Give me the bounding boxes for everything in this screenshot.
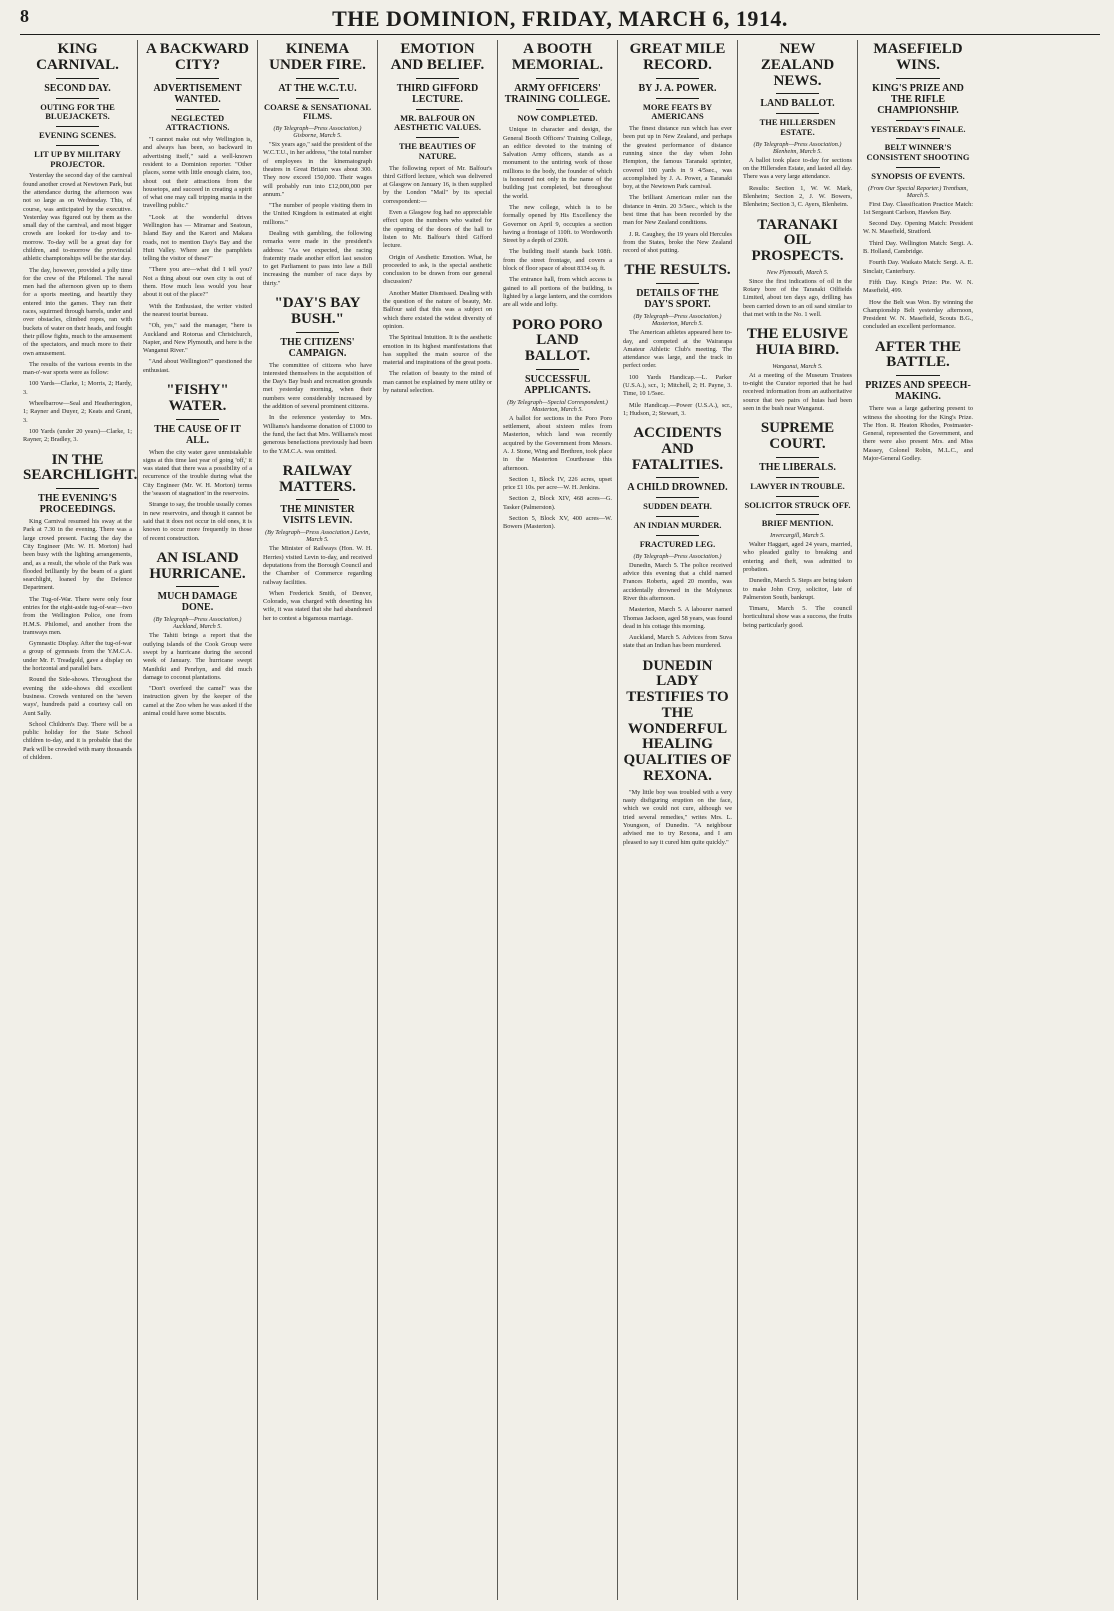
- article: [863, 340, 973, 464]
- divider: [776, 457, 820, 458]
- headline: GREAT MILE RECORD.: [629, 41, 726, 73]
- article: [623, 263, 732, 418]
- body-paragraph: Strange to say, the trouble usually comes in new reservoirs, and though it cannot be said that it does not occur in old ones, it is known to occur more frequently in those of recent construction.: [143, 501, 252, 542]
- article: [743, 421, 852, 630]
- divider: [176, 109, 220, 110]
- body-paragraph: "And about Wellington?" questioned the enthusiast.: [143, 358, 252, 374]
- body-paragraph: The following report of Mr. Balfour's third Gifford lecture, which was delivered at Glasgow on January 16, is then supplied by the London "Mail" by its special correspondent:—: [383, 164, 492, 205]
- headline: IN THE SEARCHLIGHT.: [23, 451, 138, 484]
- body-paragraph: Since the first indications of oil in the Rotary bore of the Taranaki Oilfields Limited, about ten days ago, drilling has been carried down to an oil sand similar to that met with in the No. 1 well.: [743, 277, 852, 318]
- dateline: (By Telegraph—Press Association.) Levin, March 5.: [265, 529, 370, 544]
- dateline: (By Telegraph—Special Correspondent.) Masterton, March 5.: [507, 398, 608, 413]
- subheading: BRIEF MENTION.: [761, 518, 834, 529]
- headline: KING CARNIVAL.: [36, 41, 119, 73]
- subheading: A CHILD DROWNED.: [627, 482, 728, 494]
- body-paragraph: "Oh, yes," said the manager, "here is Auckland and Rotorua and Christchurch, Napier, and New Plymouth, and here is the Wanganui River.": [143, 322, 252, 355]
- body-paragraph: Wheelbarrow—Seal and Heatherington, 1; Rayner and Duyer, 2; Keats and Grant, 3.: [23, 400, 132, 424]
- body-paragraph: The relation of beauty to the mind of man cannot be explained by mere utility or by natural selection.: [383, 370, 492, 394]
- body-paragraph: First Day. Classification Practice Match: 1st Sergeant Carlson, Hawkes Bay.: [863, 200, 973, 216]
- divider: [536, 78, 580, 79]
- divider: [896, 375, 940, 376]
- body-paragraph: Section 2, Block XIV, 468 acres—G. Tasker (Palmerston).: [503, 495, 612, 511]
- newspaper-title: THE DOMINION, FRIDAY, MARCH 6, 1914.: [332, 6, 788, 31]
- body-paragraph: Section 1, Block IV, 226 acres, upset price £1 10s. per acre—W. H. Jenkins.: [503, 475, 612, 492]
- body-paragraph: The Tahiti brings a report that the outlying islands of the Cook Group were swept by a hurricane during the second week of January. The hurricane swept Manihiki and Penrhyn, and did much damage to coconut plantations.: [143, 632, 252, 681]
- divider: [656, 516, 700, 517]
- subheading: THE LIBERALS.: [759, 461, 836, 473]
- subheading: SYNOPSIS OF EVENTS.: [871, 170, 965, 181]
- body-paragraph: 100 Yards—Clarke, 1; Morris, 2; Hardy, 3.: [23, 380, 132, 396]
- subheading: NEGLECTED ATTRACTIONS.: [165, 112, 230, 133]
- subheading: MORE FEATS BY AMERICANS: [642, 101, 713, 122]
- body-paragraph: "There you are—what did I tell you? Not a thing about our own city is out of them. How much less would you hear about it out of the place?": [143, 266, 252, 299]
- body-paragraph: "Six years ago," said the president of the W.C.T.U., in her address, "the total number of employees in the kinematograph theatres in Great Britain was about 300. They now exceed 150,000. Their wages will probably run into £12,000,000 per annum.": [263, 141, 372, 198]
- divider: [776, 496, 820, 497]
- body-paragraph: The results of the various events in the man-o'-war sports were as follow:: [23, 360, 132, 377]
- headline: "FISHY" WATER.: [166, 382, 229, 414]
- divider: [896, 138, 940, 139]
- column-2: [138, 40, 258, 1600]
- headline: PORO PORO LAND BALLOT.: [512, 316, 603, 364]
- article: [23, 42, 132, 445]
- subheading: COARSE & SENSATIONAL FILMS.: [263, 101, 372, 122]
- body-paragraph: Fifth Day. King's Prize: Pte. W. N. Masefield, 499.: [863, 278, 973, 295]
- body-paragraph: The Minister of Railways (Hon. W. H. Herries) visited Levin to-day, and received deputations from the Borough Council and the Chamber of Commerce regarding railway facilities.: [263, 545, 372, 586]
- dateline: Wanganui, March 5.: [772, 362, 823, 370]
- body-paragraph: 100 Yards (under 20 years)—Clarke, 1; Rayner, 2; Bradley, 3.: [23, 427, 132, 444]
- column-3: [258, 40, 378, 1600]
- body-paragraph: When Frederick Smith, of Denver, Colorado, was charged with deserting his wife, it was stated that she had abandoned her to contest a bigamous marriage.: [263, 589, 372, 622]
- headline: THE ELUSIVE HUIA BIRD.: [746, 326, 849, 359]
- subheading: THIRD GIFFORD LECTURE.: [396, 82, 479, 105]
- body-paragraph: Gymnastic Display. After the tug-of-war a group of gymnasts from the Y.M.C.A. under Mr. F. Treadgold, gave a display on the horizontal and parallel bars.: [23, 640, 132, 673]
- body-paragraph: J. R. Caughey, the 19 years old Hercules from the States, broke the New Zealand record of shot putting.: [623, 230, 732, 255]
- article: [503, 42, 612, 310]
- subheading: SUCCESSFUL APPLICANTS.: [524, 373, 591, 396]
- subheading: FRACTURED LEG.: [639, 538, 716, 549]
- subheading: SUDDEN DEATH.: [643, 501, 712, 512]
- body-paragraph: Results: Section 1, W. W. Mark, Blenheim; Section 2, J. W. Bowers, Blenheim; Section 3, C. Ayers, Blenheim.: [743, 184, 852, 209]
- subheading: ADVERTISEMENT WANTED.: [153, 82, 242, 105]
- article: [143, 383, 252, 543]
- divider: [176, 78, 220, 79]
- article: [623, 42, 732, 255]
- divider: [176, 419, 220, 420]
- article: [143, 551, 252, 718]
- headline: RAILWAY MATTERS.: [279, 462, 356, 495]
- dateline: (From Our Special Reporter.) Trentham, March 5.: [868, 184, 968, 199]
- headline: SUPREME COURT.: [760, 420, 835, 453]
- divider: [656, 535, 700, 536]
- body-paragraph: The Spiritual Intuition. It is the aesthetic emotion in its highest manifestations that has supplied the main source of the material and inspirations of the great poets.: [383, 334, 492, 367]
- body-paragraph: Third Day. Wellington Match: Sergt. A. B. Holland, Cambridge.: [863, 239, 973, 256]
- divider: [416, 78, 460, 79]
- subheading: DETAILS OF THE DAY'S SPORT.: [636, 288, 719, 311]
- divider: [296, 332, 340, 333]
- divider: [656, 497, 700, 498]
- dateline: (By Telegraph—Press Association.) Auckland, March 5.: [153, 616, 242, 631]
- divider: [536, 109, 580, 110]
- headline: NEW ZEALAND NEWS.: [760, 41, 835, 89]
- headline: KINEMA UNDER FIRE.: [269, 41, 366, 73]
- subheading: LAWYER IN TROUBLE.: [750, 480, 845, 491]
- divider: [656, 477, 700, 478]
- divider: [896, 78, 940, 79]
- body-paragraph: A ballot took place to-day for sections on the Hillersden Estate, and lasted all day. There was a very large attendance.: [743, 156, 852, 181]
- article: [23, 451, 138, 763]
- divider: [776, 113, 820, 114]
- subheading: LAND BALLOT.: [760, 98, 835, 110]
- body-paragraph: Yesterday the second day of the carnival found another crowd at Newtown Park, but the attendance during the afternoon was not so large as on Wednesday. This, of course, was anticipated by the executive. Yesterday was figured out by them as the small day of the carnival, and most bigger crowds are looked for to-day and to-morrow. To-day will be a great day for children, and to-morrow the provincial athletic championships will be the star day.: [23, 172, 132, 263]
- headline: DUNEDIN LADY TESTIFIES TO THE WONDERFUL HEALING QUALITIES OF REXONA.: [623, 657, 732, 784]
- body-paragraph: At a meeting of the Museum Trustees to-night the Curator reported that he had received information from an authoritative source that two pairs of huias had been seen in the bush near Wanganui.: [743, 371, 852, 412]
- body-paragraph: In the reference yesterday to Mrs. Williams's handsome donation of £1000 to the fund, the fact that Mrs. Williams's most generous benefactions previously had been to the Y.M.C.A. was omitted.: [263, 414, 372, 455]
- body-paragraph: Fourth Day. Waikato Match: Sergt. A. E. Sinclair, Canterbury.: [863, 259, 973, 275]
- article: [263, 296, 372, 456]
- body-paragraph: The building itself stands back 108ft. from the street frontage, and covers a block of floor space of about 8334 sq. ft.: [503, 248, 612, 273]
- subheading: EVENING SCENES.: [39, 130, 116, 141]
- divider: [296, 78, 340, 79]
- body-paragraph: Mile Handicap.—Power (U.S.A.), scr., 1; Hudson, 2; Stewart, 3.: [623, 401, 732, 417]
- subheading: BY J. A. POWER.: [638, 82, 717, 94]
- body-paragraph: The new college, which is to be formally opened by His Excellency the Governor on April 9, occupies a section having a frontage of 110ft. to Wordsworth Street by a depth of 230ft.: [503, 203, 612, 245]
- divider: [896, 167, 940, 168]
- body-paragraph: School Children's Day. There will be a public holiday for the State School children to-day, and it is probable that the Park will be crowded with many thousands of children.: [23, 720, 132, 762]
- body-paragraph: Timaru, March 5. The council horticultural show was a success, the fruits being particularly good.: [743, 605, 852, 629]
- subheading: THE CAUSE OF IT ALL.: [154, 423, 241, 446]
- body-paragraph: There was a large gathering present to witness the shooting for the King's Prize. The Hon. R. Heaton Rhodes, Postmaster-General, represented the Government, and there were also present Mrs. and Miss Massey, Colonel Robin, M.L.C., and Major-General Godley.: [863, 405, 973, 462]
- subheading: MUCH DAMAGE DONE.: [157, 591, 238, 614]
- divider: [296, 499, 340, 500]
- headline: TARANAKI OIL PROSPECTS.: [751, 216, 844, 265]
- divider: [56, 488, 100, 489]
- page-number: 8: [20, 6, 29, 26]
- body-paragraph: The day, however, provided a jolly time for the crew of the Philomel. The naval men had the afternoon given up to them for a sports meeting, and heartily they entered into the games. They ran their races, squirmed through barrels, under and over obstacles, climbed ropes, ran with buckets of water on their heads, and fought their pillow fights, much to the amusement of the spectators, and much more to their own amusement.: [23, 266, 132, 357]
- subheading: THE MINISTER VISITS LEVIN.: [280, 504, 355, 527]
- body-paragraph: The committee of citizens who have interested themselves in the acquisition of the Day's Bay bush and recreation grounds met yesterday morning, when their numbers were considerably increased by the addition of several prominent citizens.: [263, 361, 372, 411]
- body-paragraph: "Don't overfeed the camel" was the instruction given by the keeper of the camel at the Zoo when he was asked if the animal could have some biscuits.: [143, 685, 252, 717]
- column-5: [498, 40, 618, 1600]
- article: [623, 659, 732, 847]
- headline: MASEFIELD WINS.: [873, 41, 963, 73]
- subheading: OUTING FOR THE BLUEJACKETS.: [40, 101, 115, 122]
- headline: EMOTION AND BELIEF.: [390, 41, 485, 73]
- body-paragraph: The entrance hall, from which access is gained to all portions of the building, is lighted by a large lantern, and the corridors are all wide and lofty.: [503, 276, 612, 309]
- body-paragraph: Dunedin, March 5. The police received advice this evening that a child named Frances Roberts, aged 20 months, was accidentally drowned in the Molyneux River this afternoon.: [623, 561, 732, 602]
- body-paragraph: Section 5, Block XV, 400 acres—W. Bowers (Masterton).: [503, 515, 612, 531]
- subheading: NOW COMPLETED.: [517, 112, 598, 123]
- dateline: (By Telegraph—Press Association.) Masterton, March 5.: [633, 313, 722, 328]
- subheading: SECOND DAY.: [44, 82, 111, 94]
- headline: ACCIDENTS AND FATALITIES.: [631, 425, 724, 473]
- dateline: (By Telegraph—Press Association.): [633, 552, 722, 560]
- body-paragraph: The finest distance run which has ever been put up in New Zealand, and perhaps the greatest performance of distance running since the day when John Hempton, the famous Taranaki sprinter, covered 100 yards in 9 4/5sec., was accomplished by J. A. Power, a Taranaki boy, at the Newtown Park carnival.: [623, 125, 732, 191]
- headline: THE RESULTS.: [624, 262, 731, 279]
- divider: [656, 78, 700, 79]
- body-paragraph: Unique in character and design, the General Booth Officers' Training College, an edifice devoted to the training of Salvation Army officers, stands as a monument to the untiring work of those millions to the body, the founder of which is honoured not only in the name of the building just completed, but throughout the world.: [503, 126, 612, 200]
- divider: [536, 369, 580, 370]
- column-4: [378, 40, 498, 1600]
- article: [503, 318, 612, 532]
- body-paragraph: "I cannot make out why Wellington is, and always has been, so backward in advertising itself," said a well-known resident to a Dominion reporter. "Other places, some with little enough claim, too, shout out their attractions from the housetops, and succeed in creating a spirit of what one may call tripping mania in the travelling public.": [143, 136, 252, 210]
- body-paragraph: "The number of people visiting them in the United Kingdom is estimated at eight millions.": [263, 202, 372, 226]
- divider: [776, 93, 820, 94]
- body-paragraph: Walter Haggart, aged 24 years, married, who pleaded guilty to breaking and entering and theft, was admitted to probation.: [743, 541, 852, 573]
- body-paragraph: "Look at the wonderful drives Wellington has — Miramar and Seatoun, Island Bay and the Karori and Makara roads, not to mention Day's Bay and the Hutt Valley. Where are the pamphlets telling the visitor of these?": [143, 213, 252, 263]
- subheading: ARMY OFFICERS' TRAINING COLLEGE.: [504, 82, 611, 105]
- dateline: (By Telegraph—Press Association.) Blenheim, March 5.: [753, 140, 842, 155]
- divider: [776, 514, 820, 515]
- article: [743, 327, 852, 413]
- headline: AFTER THE BATTLE.: [875, 338, 961, 371]
- subheading: SOLICITOR STRUCK OFF.: [744, 499, 851, 510]
- subheading: PRIZES AND SPEECH-MAKING.: [865, 380, 971, 403]
- column-8: [858, 40, 978, 1600]
- subheading: THE BEAUTIES OF NATURE.: [399, 141, 476, 161]
- dateline: New Plymouth, March 5.: [766, 268, 829, 276]
- body-paragraph: The American athletes appeared here to-day, and competed at the Wairarapa Amateur Athletic Club's meeting. The attendance was large, and the track in perfect order.: [623, 329, 732, 370]
- article: [863, 42, 973, 332]
- body-paragraph: Dunedin, March 5. Steps are being taken to make John Croy, solicitor, late of Palmerston South, bankrupt.: [743, 577, 852, 601]
- body-paragraph: A ballot for sections in the Poro Poro settlement, about sixteen miles from Masterton, which land was recently acquired by the Government from Messrs. A. J. Stone, Wing and Brethren, took place in the Masterton Courthouse this afternoon.: [503, 414, 612, 472]
- divider: [776, 477, 820, 478]
- body-paragraph: Masterton, March 5. A labourer named Thomas Jackson, aged 58 years, was found dead in his cottage this morning.: [623, 606, 732, 630]
- headline: "DAY'S BAY BUSH.": [274, 295, 361, 327]
- divider: [656, 283, 700, 284]
- body-paragraph: Round the Side-shows. Throughout the evening the side-shows did excellent business. Crowds ventured on the 'seven ways', hundreds paid a courtesy call on Aunt Sally.: [23, 676, 132, 717]
- column-6: [618, 40, 738, 1600]
- body-paragraph: When the city water gave unmistakable signs at this time last year of going 'off,' it was stated that there was a possibility of a recurrence of the trouble during what the City Engineer (Mr. W. H. Morton) terms the 'season of stagnation' in the reservoirs.: [143, 448, 252, 498]
- body-paragraph: "My little boy was troubled with a very nasty disfiguring eruption on the face, which we could not cure, although we tried several remedies," writes Mrs. L. Youngson, of Dunedin. "A neighbour advised me to try Rexona, and I am pleased to say it cured him quite quickly.": [623, 788, 732, 846]
- headline: A BOOTH MEMORIAL.: [511, 41, 604, 73]
- divider: [296, 98, 340, 99]
- masthead: [20, 6, 1100, 35]
- columns-container: [18, 40, 1102, 1600]
- article: [743, 42, 852, 210]
- subheading: AN INDIAN MURDER.: [633, 520, 722, 531]
- dateline: Invercargill, March 5.: [770, 532, 825, 540]
- subheading: THE HILLERSDEN ESTATE.: [759, 117, 836, 138]
- body-paragraph: The Tug-of-War. There were only four entries for the eight-aside tug-of-war—two from the Wellington Police, one from H.M.S. Philomel, and another from the tramways men.: [23, 595, 132, 636]
- body-paragraph: Even a Glasgow fog had no appreciable effect upon the numbers who waited for the opening of the doors of the hall to listen to Mr. Balfour's third Gifford lecture.: [383, 209, 492, 250]
- subheading: AT THE W.C.T.U.: [278, 82, 357, 94]
- body-paragraph: Dealing with gambling, the following remarks were made in the president's address: "As we expected, the racing fraternity made another effort last session to get Parliament to pass into law a Bill increasing the number of race days by thirty.": [263, 230, 372, 287]
- subheading: YESTERDAY'S FINALE.: [870, 123, 966, 134]
- divider: [56, 78, 100, 79]
- column-1: [18, 40, 138, 1600]
- subheading: MR. BALFOUR ON AESTHETIC VALUES.: [393, 112, 482, 133]
- body-paragraph: Second Day. Opening Match: President W. N. Masefield, Stratford.: [863, 220, 973, 236]
- subheading: KING'S PRIZE AND THE RIFLE CHAMPIONSHIP.: [872, 82, 964, 116]
- article: [263, 464, 372, 623]
- divider: [896, 120, 940, 121]
- body-paragraph: 100 Yards Handicap.—L. Parker (U.S.A.), scr., 1; Mitchell, 2; H. Payne, 3. Time, 10 1/5sec.: [623, 373, 732, 398]
- body-paragraph: Another Matter Dismissed. Dealing with the question of the nature of beauty, Mr. Balfour said that this was a subject on which there existed the widest diversity of opinion.: [383, 289, 492, 330]
- divider: [656, 98, 700, 99]
- subheading: BELT WINNER'S CONSISTENT SHOOTING: [866, 142, 970, 163]
- column-7: [738, 40, 858, 1600]
- body-paragraph: The brilliant American miler ran the distance in 4min. 20 3/5sec., which is the best time that has been recorded by the man for New Zealand conditions.: [623, 194, 732, 227]
- article: [623, 426, 732, 651]
- article: [383, 42, 492, 395]
- divider: [176, 586, 220, 587]
- divider: [56, 126, 100, 127]
- subheading: LIT UP BY MILITARY PROJECTOR.: [34, 148, 121, 169]
- divider: [56, 98, 100, 99]
- subheading: THE CITIZENS' CAMPAIGN.: [280, 336, 355, 359]
- body-paragraph: Origin of Aesthetic Emotion. What, he proceeded to ask, is the special aesthetic conclusion to be drawn from our general discussion?: [383, 253, 492, 286]
- article: [263, 42, 372, 288]
- body-paragraph: How the Belt was Won. By winning the Championship Belt yesterday afternoon, President W. N. Masefield, Scouts B.G., concluded an excellent performance.: [863, 298, 973, 331]
- body-paragraph: With the Enthusiast, the writer visited the nearest tourist bureau.: [143, 302, 252, 318]
- headline: A BACKWARD CITY?: [146, 41, 249, 73]
- article: [143, 42, 252, 375]
- article: [743, 218, 852, 320]
- body-paragraph: King Carnival resumed his sway at the Park at 7.30 in the evening. There was a large crowd present. Facing the day the City Engineer (Mr. W. H. Morton) had been busy with the lighting arrangements, and, as a result, the whole of the Park was flooded brilliantly by the beam of a giant searchlight, loaned by the Defence Department.: [23, 518, 132, 592]
- divider: [416, 137, 460, 138]
- divider: [56, 145, 100, 146]
- subheading: THE EVENING'S PROCEEDINGS.: [38, 493, 117, 516]
- dateline: (By Telegraph—Press Association.) Gisborne, March 5.: [273, 125, 362, 140]
- divider: [416, 109, 460, 110]
- body-paragraph: Auckland, March 5. Advices from Suva state that an Indian has been murdered.: [623, 634, 732, 650]
- headline: AN ISLAND HURRICANE.: [149, 549, 246, 582]
